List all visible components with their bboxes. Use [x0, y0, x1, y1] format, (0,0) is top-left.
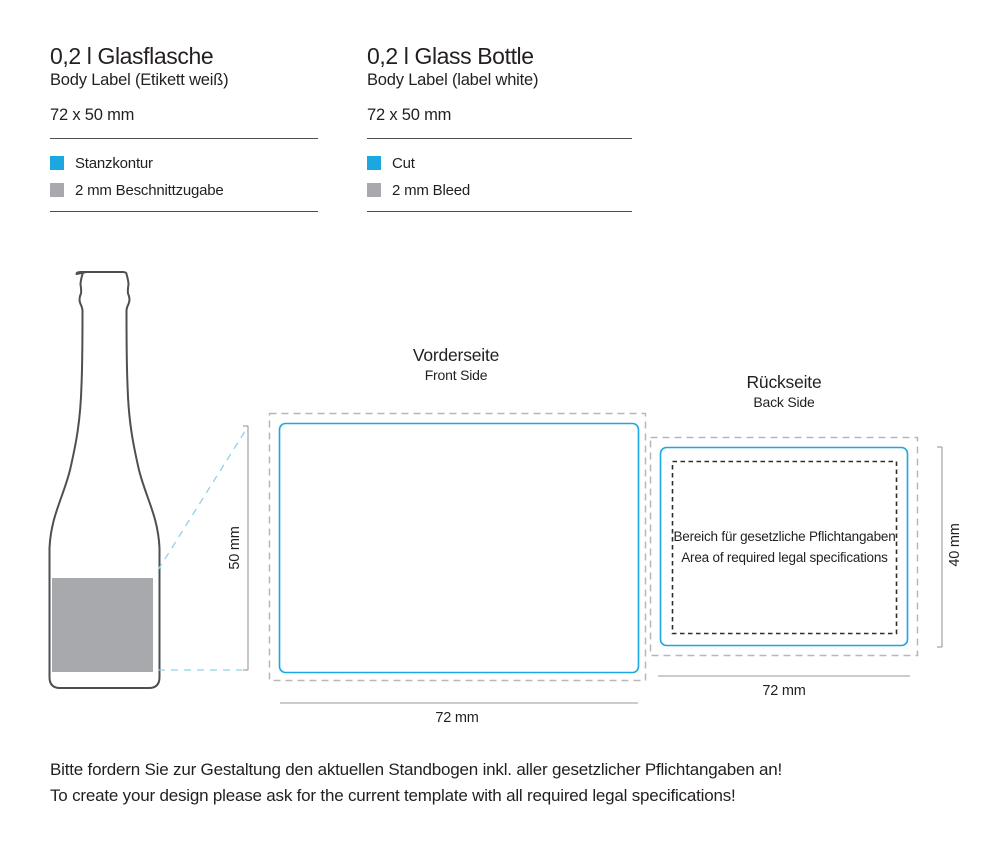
legend-label: Stanzkontur — [75, 154, 153, 172]
size-de: 72 x 50 mm — [50, 106, 135, 124]
bottle-label-area — [52, 578, 153, 672]
back-side-heading — [702, 371, 866, 412]
footer-line-de: Bitte fordern Sie zur Gestaltung den aktuellen Standbogen inkl. aller gesetzlicher Pflichtangaben an! — [50, 760, 783, 779]
back-height-dimension: 40 mm — [947, 523, 963, 567]
title-de: 0,2 l Glasflasche — [50, 43, 214, 69]
front-height-dimension: 50 mm — [227, 526, 243, 570]
bottle-drawing — [50, 272, 160, 688]
title-en: 0,2 l Glass Bottle — [367, 43, 534, 69]
legal-area-text — [672, 461, 897, 633]
front-side-heading — [374, 344, 538, 385]
footer-note — [50, 757, 782, 809]
legend-label: 2 mm Bleed — [392, 181, 471, 199]
back-width-dimension: 72 mm — [762, 683, 806, 699]
legal-line-de: Bereich für gesetzliche Pflichtangaben — [673, 529, 896, 544]
front-cut-outline — [280, 424, 639, 673]
legend-label: Cut — [392, 154, 415, 172]
front-title: Vorderseite — [412, 345, 500, 365]
subtitle-en: Body Label (label white) — [367, 71, 539, 89]
legal-line-en: Area of required legal specifications — [681, 550, 888, 565]
legend-label: 2 mm Beschnittzugabe — [75, 181, 224, 199]
back-subtitle: Back Side — [753, 394, 815, 410]
footer-line-en: To create your design please ask for the current template with all required legal specifications! — [50, 786, 736, 805]
size-en: 72 x 50 mm — [367, 106, 452, 124]
back-title: Rückseite — [746, 372, 822, 392]
subtitle-de: Body Label (Etikett weiß) — [50, 71, 229, 89]
front-width-dimension: 72 mm — [435, 710, 479, 726]
front-subtitle: Front Side — [424, 367, 488, 383]
